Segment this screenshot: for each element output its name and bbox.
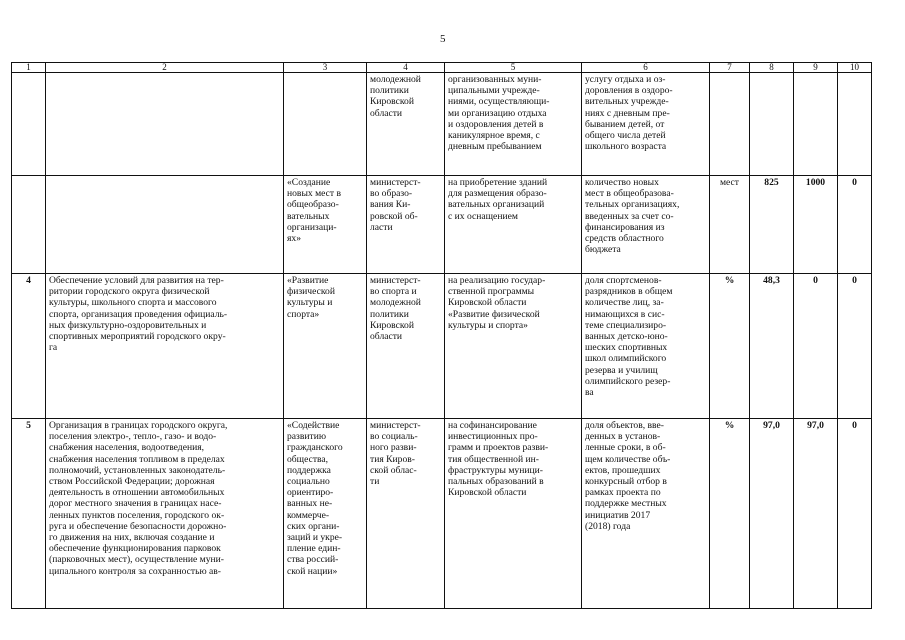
purpose-cell: на реализацию государ- ственной программы Кировской области «Развитие физической культуры и спорта»	[445, 274, 582, 419]
powers-cell: Организация в границах городского округа, поселения электро-, тепло-, газо- и водо- снабжения населения, водоотведения, снабжения населения топливом в пределах полномочий, установленных законодатель- ством Российской Федерации; дорожная деятельность в отношении автомобильных дорог местного значения в границах насе- ленных пунктов поселения, городского ок- руга и обеспечение безопасности дорожно- го движения на них, включая создание и обеспечение функционирования парковок (парковочных мест), осуществление муни- ципального контроля за сохранностью ав-	[46, 419, 284, 609]
powers-cell: Обеспечение условий для развития на тер- ритории городского округа физической культуры, школьного спорта и массового спорта, организация проведения официаль- ных физкультурно-оздоровительных и спортивных мероприятий городского окру- га	[46, 274, 284, 419]
indicator-cell: количество новых мест в общеобразова- тельных организациях, введенных за счет со- финансирования из средств областного бюджета	[582, 176, 710, 274]
row-number-cell	[12, 176, 46, 274]
unit-cell: мест	[710, 176, 750, 274]
program-cell: «Развитие физической культуры и спорта»	[284, 274, 367, 419]
value-cell: 825	[750, 176, 794, 274]
ministry-cell: молодежной политики Кировской области	[367, 73, 445, 176]
row-number-cell: 4	[12, 274, 46, 419]
table-row	[12, 274, 872, 419]
row-number-cell: 5	[12, 419, 46, 609]
value-cell: 97,0	[794, 419, 838, 609]
indicator-cell: услугу отдыха и оз- доровления в оздоро- вительных учрежде- ниях с дневным пре- быванием детей, от общего числа детей школьного возраста	[582, 73, 710, 176]
value-cell: 0	[838, 176, 872, 274]
header-row	[12, 63, 872, 73]
header-cell: 3	[284, 63, 367, 73]
unit-cell: %	[710, 274, 750, 419]
table-row	[12, 419, 872, 609]
value-cell: 97,0	[750, 419, 794, 609]
page-number: 5	[440, 33, 446, 45]
header-cell: 7	[710, 63, 750, 73]
program-cell: «Содействие развитию гражданского общества, поддержка социально ориентиро- ванных не- коммерче- ских органи- заций и укре- пление един- ства россий- ской нации»	[284, 419, 367, 609]
program-cell	[284, 73, 367, 176]
value-cell: 0	[838, 274, 872, 419]
value-cell	[750, 73, 794, 176]
table-row	[12, 176, 872, 274]
indicator-cell: доля спортсменов- разрядников в общем количестве лиц, за- нимающихся в сис- теме специализиро- ванных детско-юно- шеских спортивных школ олимпийского резерва и училищ олимпийского резер- ва	[582, 274, 710, 419]
row-number-cell	[12, 73, 46, 176]
unit-cell: %	[710, 419, 750, 609]
program-table	[11, 62, 872, 609]
powers-cell	[46, 73, 284, 176]
purpose-cell: на приобретение зданий для размещения образо- вательных организаций с их оснащением	[445, 176, 582, 274]
indicator-cell: доля объектов, вве- денных в установ- ленные сроки, в об- щем количестве объ- ектов, прошедших конкурсный отбор в рамках проекта по поддержке местных инициатив 2017 (2018) года	[582, 419, 710, 609]
value-cell: 0	[794, 274, 838, 419]
header-cell: 10	[838, 63, 872, 73]
header-cell: 9	[794, 63, 838, 73]
value-cell: 1000	[794, 176, 838, 274]
header-cell: 6	[582, 63, 710, 73]
table-row	[12, 73, 872, 176]
value-cell: 48,3	[750, 274, 794, 419]
header-cell: 1	[12, 63, 46, 73]
header-cell: 8	[750, 63, 794, 73]
value-cell	[794, 73, 838, 176]
value-cell	[838, 73, 872, 176]
ministry-cell: министерст- во спорта и молодежной политики Кировской области	[367, 274, 445, 419]
header-cell: 4	[367, 63, 445, 73]
value-cell: 0	[838, 419, 872, 609]
purpose-cell: на софинансирование инвестиционных про- грамм и проектов разви- тия общественной ин- фраструктуры муници- пальных образований в Кировской области	[445, 419, 582, 609]
unit-cell	[710, 73, 750, 176]
purpose-cell: организованных муни- ципальными учрежде- ниями, осуществляющи- ми организацию отдыха и оздоровления детей в каникулярное время, с дневным пребыванием	[445, 73, 582, 176]
powers-cell	[46, 176, 284, 274]
ministry-cell: министерст- во образо- вания Ки- ровской об- ласти	[367, 176, 445, 274]
ministry-cell: министерст- во социаль- ного разви- тия Киров- ской облас- ти	[367, 419, 445, 609]
header-cell: 5	[445, 63, 582, 73]
header-cell: 2	[46, 63, 284, 73]
program-cell: «Создание новых мест в общеобразо- вательных организаци- ях»	[284, 176, 367, 274]
